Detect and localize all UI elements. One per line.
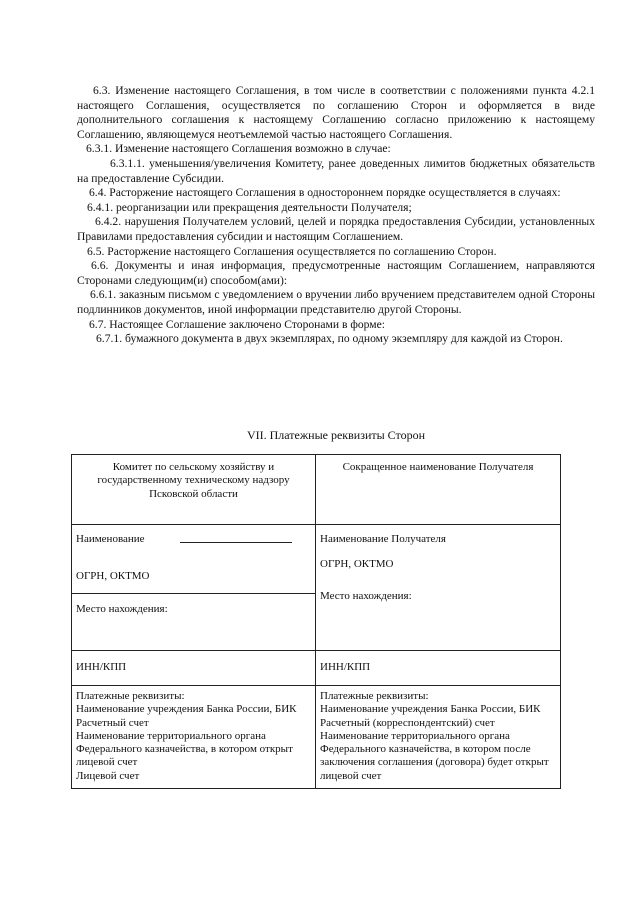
left-payment-details [72, 686, 316, 789]
left-party-header: Комитет по сельскому хозяйству и государственному техническому надзору Псковской области [72, 455, 316, 525]
clause-6-7-1: 6.7.1. бумажного документа в двух экземплярах, по одному экземпляру для каждой из Сторон. [96, 332, 563, 346]
left-location-label: Место нахождения: [72, 594, 316, 651]
agreement-clauses [77, 84, 595, 347]
table-row [72, 651, 561, 686]
table-row [72, 525, 561, 594]
section-title: VII. Платежные реквизиты Сторон [246, 428, 426, 442]
payment-line: Наименование учреждения Банка России, БИК [76, 703, 297, 716]
right-ogrn-label: ОГРН, ОКТМО [320, 558, 394, 571]
clause-6-6-1: 6.6.1. заказным письмом с уведомлением о вручении либо вручением представителем одной Стороны подлинников документов, иной информации представителю другой Стороны. [77, 288, 595, 316]
payment-line: Расчетный (корреспондентский) счет [320, 716, 495, 729]
left-name-cell [72, 525, 316, 594]
clause-6-3-1-1: 6.3.1.1. уменьшения/увеличения Комитету, ранее доведенных лимитов бюджетных обязательств на предоставление Субсидии. [77, 156, 595, 185]
left-name-label: Наименование [76, 533, 145, 545]
payment-line: Расчетный счет [76, 716, 149, 729]
clause-6-3: 6.3. Изменение настоящего Соглашения, в том числе в соответствии с положениями пункта 4.2.1 настоящего Соглашения, осуществляется по соглашению Сторон и оформляется в виде дополнительного соглашения к настоящему Соглашению согласно приложению к настоящему Соглашению, являющемуся неотъемлемой частью настоящего Соглашения. [77, 84, 595, 141]
right-inn-label: ИНН/КПП [316, 651, 561, 686]
clause-6-6: 6.6. Документы и иная информация, предусмотренные настоящим Соглашением, направляются Сторонами следующим(и) способом(ами): [77, 259, 595, 287]
left-ogrn-label: ОГРН, ОКТМО [76, 570, 150, 582]
payment-line: Наименование учреждения Банка России, БИК [320, 703, 541, 716]
right-name-cell [316, 525, 561, 651]
left-inn-label: ИНН/КПП [72, 651, 316, 686]
clause-6-3-1: 6.3.1. Изменение настоящего Соглашения возможно в случае: [86, 142, 391, 156]
payment-details-table [71, 454, 561, 789]
payment-line: Лицевой счет [76, 769, 140, 782]
payment-line: Платежные реквизиты: [76, 690, 185, 702]
payment-line: Наименование территориального органа Федерального казначейства, в котором после заключения соглашения (договора) будет открыт лицевой счет [320, 729, 549, 782]
clause-6-4: 6.4. Расторжение настоящего Соглашения в одностороннем порядке осуществляется в случаях: [89, 186, 561, 200]
right-payment-details [316, 686, 561, 789]
clause-6-4-1: 6.4.1. реорганизации или прекращения деятельности Получателя; [87, 200, 412, 214]
payment-line: Платежные реквизиты: [320, 690, 429, 702]
right-location-label: Место нахождения: [320, 589, 412, 602]
payment-line: Наименование территориального органа Федерального казначейства, в котором открыт лицевой счет [76, 729, 293, 769]
right-party-header: Сокращенное наименование Получателя [316, 455, 561, 525]
table-row [72, 686, 561, 789]
clause-6-7: 6.7. Настоящее Соглашение заключено Сторонами в форме: [89, 317, 385, 331]
table-row [72, 455, 561, 525]
right-name-label: Наименование Получателя [320, 533, 446, 545]
clause-6-4-2: 6.4.2. нарушения Получателем условий, целей и порядка предоставления Субсидии, установленных Правилами предоставления субсидии и настоящим Соглашением. [77, 215, 595, 243]
clause-6-5: 6.5. Расторжение настоящего Соглашения осуществляется по соглашению Сторон. [87, 244, 497, 258]
name-blank-line [180, 542, 292, 543]
